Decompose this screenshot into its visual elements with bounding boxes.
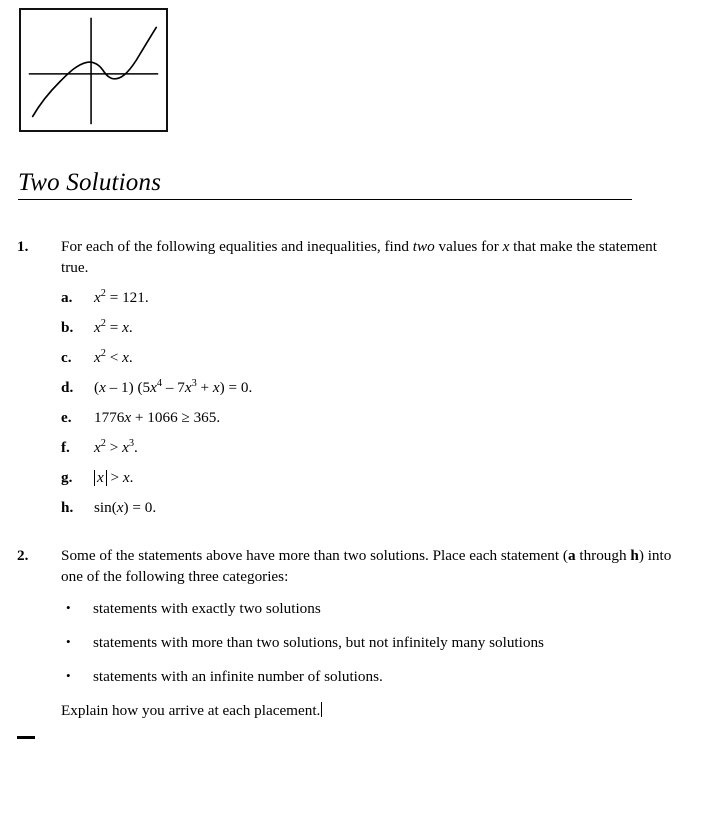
item-expression-h: sin(x) = 0. xyxy=(94,499,157,516)
problem-1-text-before: For each of the following equalities and inequalities, find xyxy=(61,238,413,255)
closing-instruction xyxy=(61,700,685,721)
problem-1-var-x: x xyxy=(502,238,510,255)
item-letter-a: a. xyxy=(61,289,73,306)
item-expression-e: 1776x + 1066 ≥ 365. xyxy=(94,409,221,426)
list-item-f xyxy=(61,437,685,458)
item-letter-b: b. xyxy=(61,319,74,336)
problem-2 xyxy=(17,545,685,721)
problem-2-text xyxy=(61,545,685,587)
list-item-g xyxy=(61,467,685,488)
list-item-h xyxy=(61,497,685,518)
item-expression-f: $x^2 > x^3$. xyxy=(94,437,138,456)
title-underline-rule xyxy=(18,199,632,200)
list-item-category-3 xyxy=(61,666,685,687)
list-item-d xyxy=(61,377,685,398)
problem-2-text-lead: Some of the statements above have more than two solutions. Place each statement ( xyxy=(61,547,568,564)
item-letter-f: f. xyxy=(61,439,70,456)
list-item-c xyxy=(61,347,685,368)
problem-1-emph-two: two xyxy=(412,238,435,255)
item-expression-d: (x – 1) $(5x^4 - 7x^3 + x) = 0$. xyxy=(94,377,253,396)
problem-2-text-mid: through xyxy=(575,547,631,564)
problem-1-number: 1. xyxy=(17,238,29,255)
problem-1-text xyxy=(61,236,685,278)
item-expression-c: $x^2 < x$. xyxy=(94,347,133,366)
problem-2-number: 2. xyxy=(17,547,29,564)
problem-1 xyxy=(17,236,685,518)
problem-2-category-list xyxy=(61,598,685,687)
text-cursor xyxy=(321,702,322,717)
bullet-icon: • xyxy=(66,668,71,683)
problem-2-ref-a: a xyxy=(567,547,576,564)
item-letter-d: d. xyxy=(61,379,74,396)
category-label-3: statements with an infinite number of solutions. xyxy=(93,668,383,685)
bullet-icon: • xyxy=(66,600,71,615)
problem-1-text-after: that make the statement true. xyxy=(61,238,657,276)
worksheet-content xyxy=(0,236,728,721)
item-expression-b: $x^2 = x$. xyxy=(94,317,133,336)
problem-2-ref-h: h xyxy=(630,547,639,564)
bottom-dash-mark xyxy=(17,736,35,739)
item-letter-g: g. xyxy=(61,469,73,486)
item-expression-a: $x^2 = 121$. xyxy=(94,287,149,306)
list-item-e xyxy=(61,407,685,428)
category-label-1: statements with exactly two solutions xyxy=(93,600,321,617)
item-expression-g: x > x. xyxy=(94,467,133,488)
list-item-a xyxy=(61,287,685,308)
list-item-category-1 xyxy=(61,598,685,619)
problem-1-item-list xyxy=(61,287,685,518)
problem-2-text-tail: ) into one of the following three categories: xyxy=(61,547,672,585)
item-letter-c: c. xyxy=(61,349,72,366)
page-title: Two Solutions xyxy=(18,169,162,196)
item-letter-h: h. xyxy=(61,499,74,516)
problem-1-text-middle: values for xyxy=(434,238,503,255)
item-letter-e: e. xyxy=(61,409,72,426)
closing-instruction-text: Explain how you arrive at each placement. xyxy=(61,702,321,719)
category-label-2: statements with more than two solutions, but not infinitely many solutions xyxy=(93,634,544,651)
title-block xyxy=(18,168,632,200)
bullet-icon: • xyxy=(66,634,71,649)
list-item-b xyxy=(61,317,685,338)
list-item-category-2 xyxy=(61,632,685,653)
cubic-function-graph-icon xyxy=(19,8,168,132)
